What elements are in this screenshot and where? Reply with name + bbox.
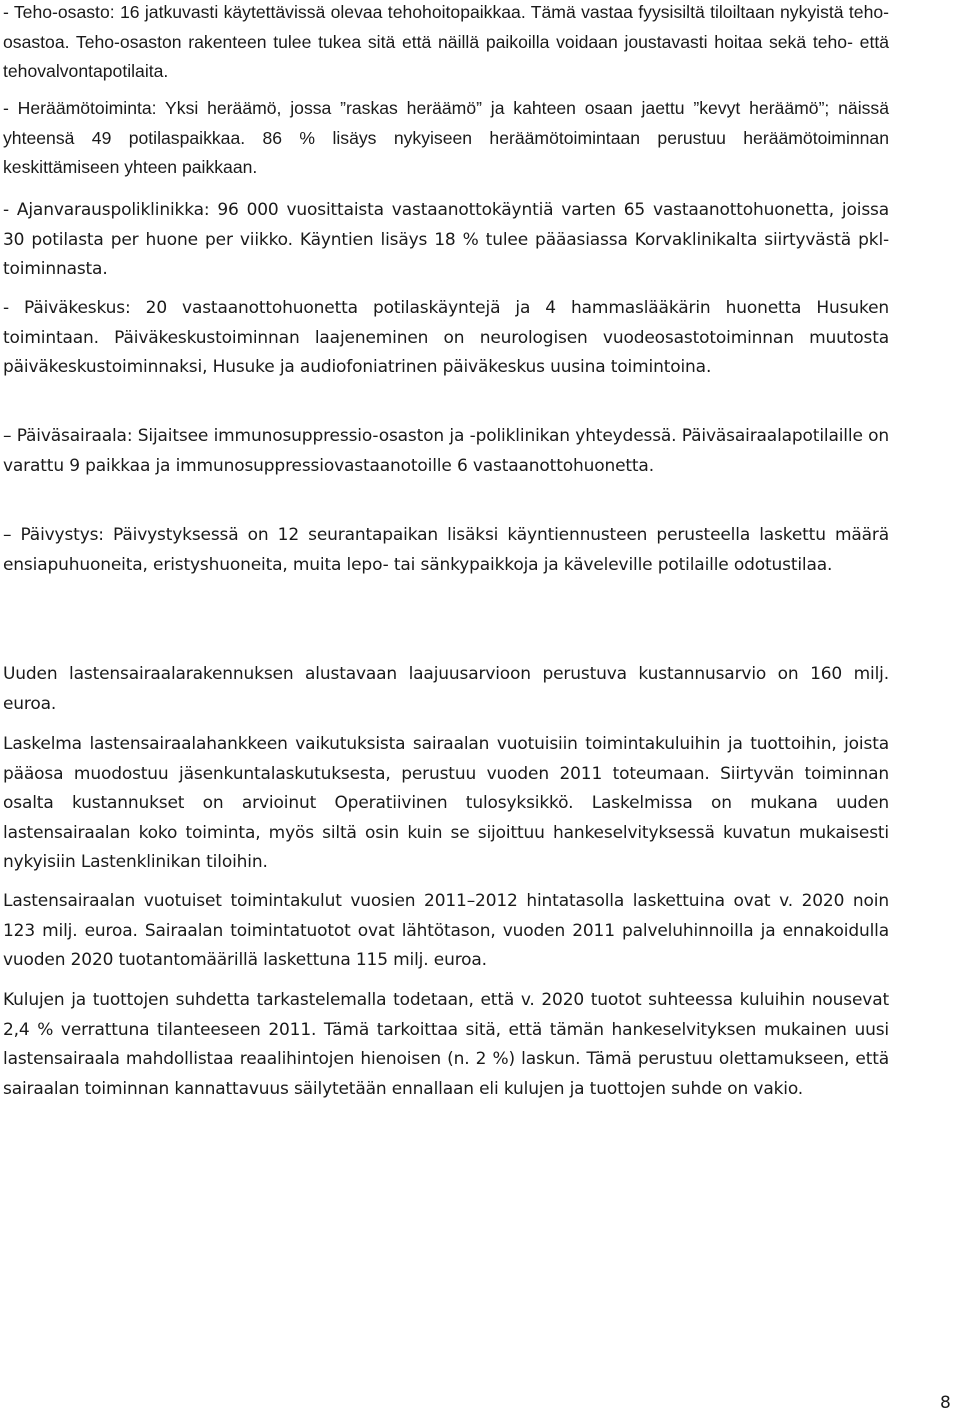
paragraph-laskelma: Laskelma lastensairaalahankkeen vaikutuksista sairaalan vuotuisiin toimintakuluihin ja tuottoihin, joista pääosa muodostuu jäsenkuntalaskutuksesta, perustuu vuoden 2011 toteumaan. Siirtyvän toiminnan osalta kustannukset on arvioinut Operatiivinen tulosyksikkö. Laskelmissa on mukana uuden lastensairaalan koko toiminta, myös siltä osin kuin se sijoittuu hankeselvityksessä kuvatun mukaisesti nykyisiin Lastenklinikan tiloihin. bbox=[3, 734, 889, 873]
paragraph-paivystys: – Päivystys: Päivystyksessä on 12 seurantapaikan lisäksi käyntiennusteen perusteella laskettu määrä ensiapuhuoneita, eristyshuoneita, muita lepo- tai sänkypaikkoja ja käveleville potilaille odotustilaa. bbox=[3, 525, 889, 575]
paragraph-ajanvarauspoliklinikka: - Ajanvarauspoliklinikka: 96 000 vuosittaista vastaanottokäyntiä varten 65 vastaanottohuonetta, joissa 30 potilasta per huone per viikko. Käyntien lisäys 18 % tulee pääasiassa Korvaklinikalta siirtyvästä pkl-toiminnasta. bbox=[3, 200, 889, 280]
paragraph-kustannusarvio: Uuden lastensairaalarakennuksen alustavaan laajuusarvioon perustuva kustannusarvio on 160 milj. euroa. bbox=[3, 664, 889, 714]
paragraph-toimintakulut: Lastensairaalan vuotuiset toimintakulut vuosien 2011–2012 hintatasolla laskettuina ovat v. 2020 noin 123 milj. euroa. Sairaalan toimintatuotot ovat lähtötason, vuoden 2011 palveluhinnoilla ja ennakoidulla vuoden 2020 tuotantomäärillä laskettuna 115 milj. euroa. bbox=[3, 891, 889, 971]
paragraph-heraamotoiminta: - Heräämötoiminta: Yksi heräämö, jossa ”raskas heräämö” ja kahteen osaan jaettu ”kevyt heräämö”; näissä yhteensä 49 potilaspaikkaa. 86 % lisäys nykyiseen heräämötoimintaan perustuu heräämötoiminnan keskittämiseen yhteen paikkaan. bbox=[3, 98, 889, 178]
paragraph-paivakeskus: - Päiväkeskus: 20 vastaanottohuonetta potilaskäyntejä ja 4 hammaslääkärin huonetta Husuken toimintaan. Päiväkeskustoiminnan laajeneminen on neurologisen vuodeosastotoiminnan muutosta päiväkeskustoiminnaksi, Husuke ja audiofoniatrinen päiväkeskus uusina toimintoina. bbox=[3, 298, 889, 378]
paragraph-paivasairaala: – Päiväsairaala: Sijaitsee immunosuppressio-osaston ja -poliklinikan yhteydessä. Päiväsairaalapotilaille on varattu 9 paikkaa ja immunosuppressiovastaanotoille 6 vastaanottohuonetta. bbox=[3, 426, 889, 476]
paragraph-kulujen-suhde: Kulujen ja tuottojen suhdetta tarkastelemalla todetaan, että v. 2020 tuotot suhteessa kuluihin nousevat 2,4 % verrattuna tilanteeseen 2011. Tämä tarkoittaa sitä, että tämän hankeselvityksen mukainen uusi lastensairaala mahdollistaa reaalihintojen hienoisen (n. 2 %) laskun. Tämä perustuu olettamukseen, että sairaalan toiminnan kannattavuus säilytetään ennallaan eli kulujen ja tuottojen suhde on vakio. bbox=[3, 990, 889, 1099]
paragraph-teho-osasto: - Teho-osasto: 16 jatkuvasti käytettävissä olevaa tehohoitopaikkaa. Tämä vastaa fyysisiltä tiloiltaan nykyistä teho-osastoa. Teho-osaston rakenteen tulee tukea sitä että näillä paikoilla voidaan joustavasti hoitaa sekä teho- että tehovalvontapotilaita. bbox=[3, 2, 889, 82]
page-number: 8 bbox=[940, 1393, 951, 1413]
